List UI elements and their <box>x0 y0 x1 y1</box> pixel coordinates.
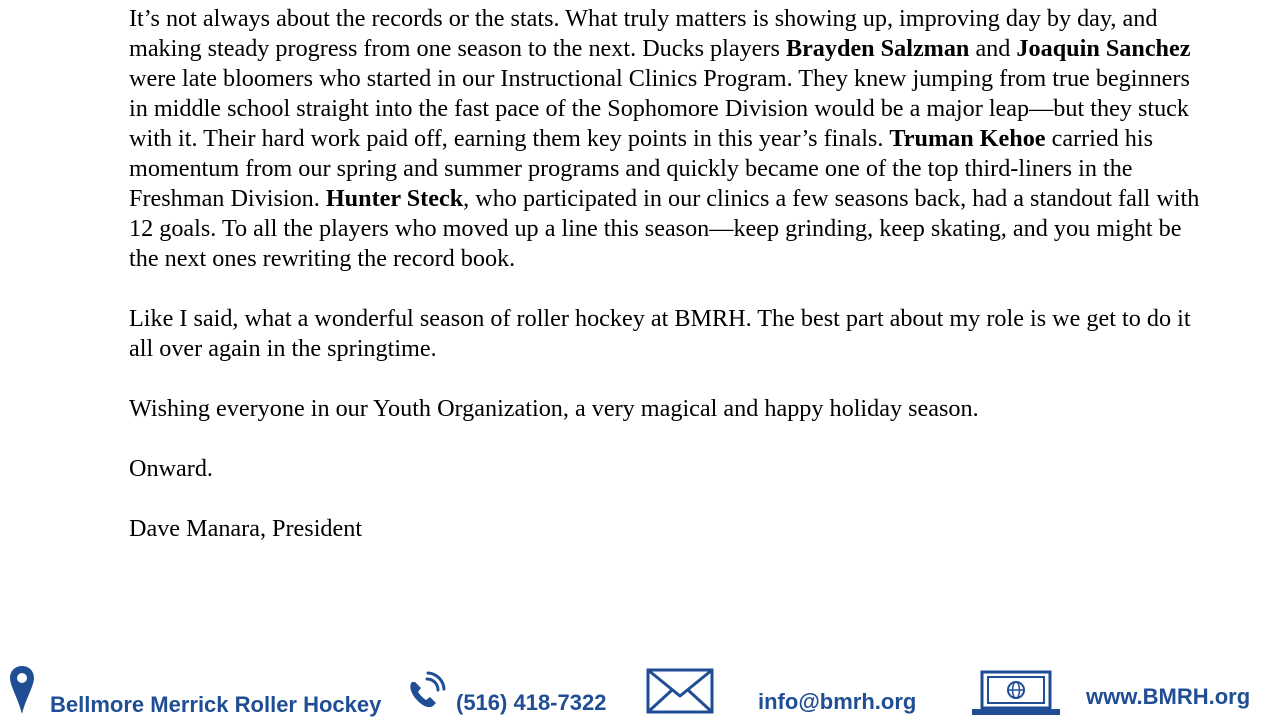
closing-line: Onward. <box>129 455 213 482</box>
player-name: Truman Kehoe <box>889 125 1046 152</box>
paragraph-season: Like I said, what a wonderful season of roller hockey at BMRH. The best part about my role is we get to do it all over again in the springtime. <box>129 305 1191 362</box>
phone-icon[interactable] <box>403 670 449 716</box>
player-name: Joaquin Sanchez <box>1016 35 1191 62</box>
phone-number[interactable]: (516) 418-7322 <box>456 690 607 715</box>
text-segment: It’s not always about the records or the stats. What truly matters is showing up, improving day by day, and making steady progress from one season to the next. Ducks players <box>129 5 1158 62</box>
signature: Dave Manara, President <box>129 515 363 542</box>
letter-body <box>129 4 1209 574</box>
contact-footer <box>0 660 1280 723</box>
paragraph-progress <box>129 4 1209 274</box>
website-link[interactable]: www.BMRH.org <box>1086 684 1251 709</box>
text-segment: and <box>969 35 1017 62</box>
map-pin-icon <box>8 664 36 716</box>
envelope-icon[interactable] <box>646 668 714 714</box>
laptop-globe-icon[interactable] <box>968 668 1064 718</box>
player-name: Hunter Steck <box>325 185 464 212</box>
text-segment: carried his momentum from our spring and summer programs and quickly became one of the top third-liners in the Freshman Division. <box>129 125 1153 212</box>
text-segment: , who participated in our clinics a few seasons back, had a standout fall with 12 goals. To all the players who moved up a line this season—keep grinding, keep skating, and you might be the next ones rewriting the record book. <box>129 185 1200 272</box>
organization-name: Bellmore Merrick Roller Hockey <box>50 692 382 717</box>
text-segment: were late bloomers who started in our Instructional Clinics Program. They knew jumping from true beginners in middle school straight into the fast pace of the Sophomore Division would be a major leap—but they stuck with it. Their hard work paid off, earning them key points in this year’s finals. <box>129 65 1190 152</box>
paragraph-holiday: Wishing everyone in our Youth Organization, a very magical and happy holiday season. <box>129 395 979 422</box>
email-address[interactable]: info@bmrh.org <box>758 689 917 714</box>
player-name: Brayden Salzman <box>785 35 970 62</box>
